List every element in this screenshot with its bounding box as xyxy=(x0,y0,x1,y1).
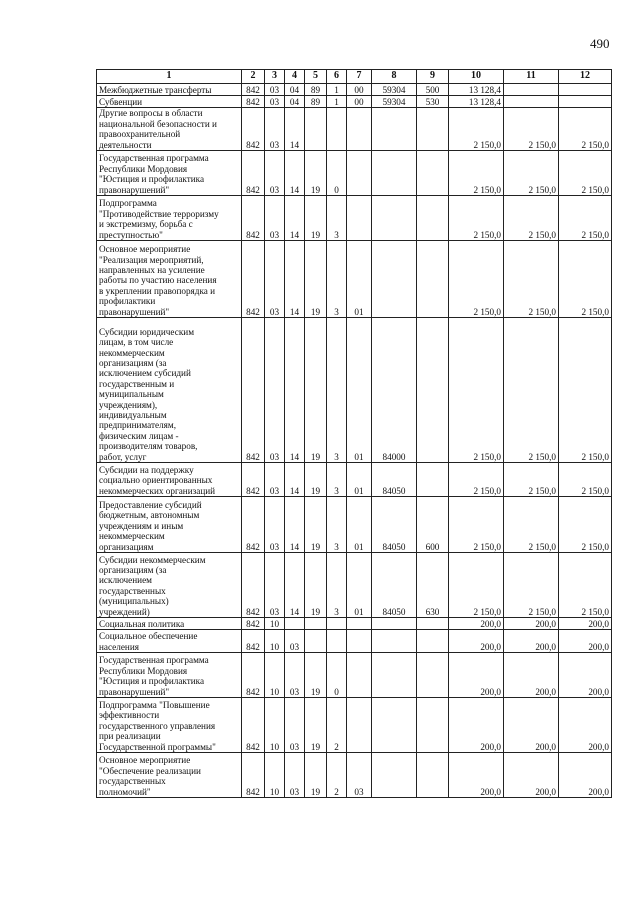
admin-code: 842 xyxy=(242,196,265,241)
admin-code: 842 xyxy=(242,96,265,108)
program-code: 19 xyxy=(305,497,327,553)
direction-code xyxy=(372,196,417,241)
direction-code: 59304 xyxy=(372,84,417,96)
amount-col-10: 2 150,0 xyxy=(449,196,504,241)
amount-col-10: 13 128,4 xyxy=(449,96,504,108)
row-name: Социальное обеспечение населения xyxy=(97,630,242,653)
amount-col-11: 200,0 xyxy=(504,618,559,630)
page-number: 490 xyxy=(590,36,610,51)
subprogram-code: 1 xyxy=(327,96,347,108)
admin-code: 842 xyxy=(242,653,265,698)
subsection-code: 14 xyxy=(285,241,305,318)
activity-code xyxy=(347,698,372,753)
expense-type-code xyxy=(417,151,449,196)
amount-col-12: 2 150,0 xyxy=(559,497,612,553)
amount-col-10: 2 150,0 xyxy=(449,318,504,463)
row-name: Подпрограмма "Повышение эффективности государственного управления при реализации Государственной программы" xyxy=(97,698,242,753)
row-name: Государственная программа Республики Мордовия "Юстиция и профилактика правонарушений" xyxy=(97,653,242,698)
program-code: 19 xyxy=(305,553,327,618)
row-name: Межбюджетные трансферты xyxy=(97,84,242,96)
expense-type-code xyxy=(417,463,449,497)
program-code: 19 xyxy=(305,196,327,241)
amount-col-10: 2 150,0 xyxy=(449,151,504,196)
admin-code: 842 xyxy=(242,241,265,318)
row-name: Основное мероприятие "Реализация мероприятий, направленных на усиление работы по участию населения в укреплении правопорядка и профилактики правонарушений" xyxy=(97,241,242,318)
subsection-code: 14 xyxy=(285,497,305,553)
program-code: 89 xyxy=(305,96,327,108)
subsection-code: 14 xyxy=(285,553,305,618)
table-row xyxy=(97,84,612,96)
section-code: 03 xyxy=(265,196,285,241)
table-row xyxy=(97,630,612,653)
amount-col-11: 2 150,0 xyxy=(504,463,559,497)
activity-code: 01 xyxy=(347,318,372,463)
activity-code: 03 xyxy=(347,753,372,798)
expense-type-code xyxy=(417,698,449,753)
amount-col-12: 200,0 xyxy=(559,653,612,698)
amount-col-10: 13 128,4 xyxy=(449,84,504,96)
amount-col-10: 2 150,0 xyxy=(449,463,504,497)
section-code: 10 xyxy=(265,653,285,698)
amount-col-12: 200,0 xyxy=(559,630,612,653)
table-row xyxy=(97,698,612,753)
row-name: Подпрограмма "Противодействие терроризму и экстремизму, борьба с преступностью" xyxy=(97,196,242,241)
row-name: Предоставление субсидий бюджетным, автономным учреждениям и иным некоммерческим организациям xyxy=(97,497,242,553)
subsection-code: 14 xyxy=(285,108,305,151)
expense-type-code: 500 xyxy=(417,84,449,96)
amount-col-12 xyxy=(559,96,612,108)
section-code: 10 xyxy=(265,618,285,630)
row-name: Субвенции xyxy=(97,96,242,108)
subsection-code: 14 xyxy=(285,151,305,196)
admin-code: 842 xyxy=(242,497,265,553)
admin-code: 842 xyxy=(242,463,265,497)
activity-code xyxy=(347,618,372,630)
column-header-12: 12 xyxy=(559,70,612,84)
program-code xyxy=(305,618,327,630)
subprogram-code xyxy=(327,630,347,653)
table-header-row xyxy=(97,70,612,84)
expense-type-code xyxy=(417,241,449,318)
subsection-code: 14 xyxy=(285,318,305,463)
program-code xyxy=(305,108,327,151)
activity-code xyxy=(347,151,372,196)
activity-code xyxy=(347,653,372,698)
section-code: 03 xyxy=(265,318,285,463)
subsection-code: 04 xyxy=(285,96,305,108)
expense-type-code: 630 xyxy=(417,553,449,618)
table-row xyxy=(97,463,612,497)
admin-code: 842 xyxy=(242,618,265,630)
expense-type-code xyxy=(417,753,449,798)
activity-code xyxy=(347,108,372,151)
direction-code: 84050 xyxy=(372,553,417,618)
column-header-1: 1 xyxy=(97,70,242,84)
table-row xyxy=(97,108,612,151)
program-code: 19 xyxy=(305,241,327,318)
row-name: Субсидии некоммерческим организациям (за исключением государственных (муниципальных) учреждений) xyxy=(97,553,242,618)
program-code xyxy=(305,630,327,653)
subsection-code: 04 xyxy=(285,84,305,96)
subsection-code: 14 xyxy=(285,463,305,497)
subsection-code: 14 xyxy=(285,196,305,241)
subprogram-code: 2 xyxy=(327,753,347,798)
program-code: 19 xyxy=(305,698,327,753)
subprogram-code: 1 xyxy=(327,84,347,96)
section-code: 03 xyxy=(265,151,285,196)
expense-type-code xyxy=(417,318,449,463)
amount-col-12: 200,0 xyxy=(559,618,612,630)
column-header-11: 11 xyxy=(504,70,559,84)
table-row xyxy=(97,618,612,630)
table-body xyxy=(97,84,612,798)
activity-code xyxy=(347,630,372,653)
row-name: Основное мероприятие "Обеспечение реализации государственных полномочий" xyxy=(97,753,242,798)
admin-code: 842 xyxy=(242,318,265,463)
amount-col-11: 2 150,0 xyxy=(504,318,559,463)
column-header-9: 9 xyxy=(417,70,449,84)
table-row xyxy=(97,553,612,618)
row-name: Субсидии юридическим лицам, в том числе некоммерческим организациям (за исключением субсидий государственным и муниципальным учреждениям), индивидуальным предпринимателям, физическим лицам - производителям товаров, работ, услуг xyxy=(97,318,242,463)
subsection-code: 03 xyxy=(285,753,305,798)
program-code: 89 xyxy=(305,84,327,96)
expense-type-code xyxy=(417,630,449,653)
subprogram-code xyxy=(327,618,347,630)
table-row xyxy=(97,196,612,241)
amount-col-10: 200,0 xyxy=(449,753,504,798)
activity-code: 01 xyxy=(347,463,372,497)
amount-col-11 xyxy=(504,84,559,96)
admin-code: 842 xyxy=(242,553,265,618)
row-name: Социальная политика xyxy=(97,618,242,630)
column-header-10: 10 xyxy=(449,70,504,84)
direction-code xyxy=(372,151,417,196)
direction-code: 59304 xyxy=(372,96,417,108)
amount-col-11: 2 150,0 xyxy=(504,241,559,318)
column-header-6: 6 xyxy=(327,70,347,84)
direction-code xyxy=(372,241,417,318)
amount-col-10: 2 150,0 xyxy=(449,241,504,318)
amount-col-12: 2 150,0 xyxy=(559,318,612,463)
section-code: 10 xyxy=(265,698,285,753)
row-name: Другие вопросы в области национальной безопасности и правоохранительной деятельности xyxy=(97,108,242,151)
amount-col-10: 200,0 xyxy=(449,630,504,653)
direction-code xyxy=(372,753,417,798)
admin-code: 842 xyxy=(242,630,265,653)
activity-code: 01 xyxy=(347,553,372,618)
subprogram-code: 3 xyxy=(327,196,347,241)
expense-type-code xyxy=(417,108,449,151)
admin-code: 842 xyxy=(242,108,265,151)
direction-code xyxy=(372,630,417,653)
section-code: 03 xyxy=(265,553,285,618)
amount-col-11 xyxy=(504,96,559,108)
table-row xyxy=(97,753,612,798)
subprogram-code: 3 xyxy=(327,241,347,318)
expense-type-code xyxy=(417,618,449,630)
activity-code: 00 xyxy=(347,96,372,108)
amount-col-10: 2 150,0 xyxy=(449,553,504,618)
table-row xyxy=(97,151,612,196)
amount-col-11: 2 150,0 xyxy=(504,108,559,151)
amount-col-12: 2 150,0 xyxy=(559,553,612,618)
subsection-code: 03 xyxy=(285,653,305,698)
expense-type-code: 600 xyxy=(417,497,449,553)
amount-col-11: 2 150,0 xyxy=(504,497,559,553)
column-header-2: 2 xyxy=(242,70,265,84)
expense-type-code xyxy=(417,196,449,241)
section-code: 03 xyxy=(265,108,285,151)
row-name: Государственная программа Республики Мордовия "Юстиция и профилактика правонарушений" xyxy=(97,151,242,196)
amount-col-12: 2 150,0 xyxy=(559,108,612,151)
amount-col-12: 2 150,0 xyxy=(559,241,612,318)
amount-col-12: 200,0 xyxy=(559,698,612,753)
direction-code: 84050 xyxy=(372,497,417,553)
subprogram-code: 2 xyxy=(327,698,347,753)
section-code: 03 xyxy=(265,96,285,108)
budget-table xyxy=(96,69,612,798)
section-code: 10 xyxy=(265,753,285,798)
amount-col-11: 200,0 xyxy=(504,753,559,798)
program-code: 19 xyxy=(305,753,327,798)
row-name: Субсидии на поддержку социально ориентированных некоммерческих организаций xyxy=(97,463,242,497)
expense-type-code xyxy=(417,653,449,698)
subsection-code: 03 xyxy=(285,698,305,753)
direction-code: 84050 xyxy=(372,463,417,497)
amount-col-10: 200,0 xyxy=(449,698,504,753)
amount-col-10: 200,0 xyxy=(449,653,504,698)
column-header-8: 8 xyxy=(372,70,417,84)
program-code: 19 xyxy=(305,318,327,463)
table-row xyxy=(97,241,612,318)
section-code: 03 xyxy=(265,241,285,318)
amount-col-10: 2 150,0 xyxy=(449,497,504,553)
subprogram-code: 3 xyxy=(327,318,347,463)
amount-col-10: 200,0 xyxy=(449,618,504,630)
subprogram-code: 3 xyxy=(327,497,347,553)
table-row xyxy=(97,653,612,698)
section-code: 03 xyxy=(265,463,285,497)
table-row xyxy=(97,318,612,463)
subprogram-code: 3 xyxy=(327,463,347,497)
table-row xyxy=(97,96,612,108)
direction-code: 84000 xyxy=(372,318,417,463)
admin-code: 842 xyxy=(242,698,265,753)
admin-code: 842 xyxy=(242,151,265,196)
amount-col-11: 200,0 xyxy=(504,698,559,753)
column-header-3: 3 xyxy=(265,70,285,84)
subprogram-code: 0 xyxy=(327,653,347,698)
amount-col-11: 200,0 xyxy=(504,653,559,698)
amount-col-11: 200,0 xyxy=(504,630,559,653)
amount-col-12: 2 150,0 xyxy=(559,151,612,196)
amount-col-11: 2 150,0 xyxy=(504,196,559,241)
amount-col-11: 2 150,0 xyxy=(504,553,559,618)
direction-code xyxy=(372,698,417,753)
subsection-code: 03 xyxy=(285,630,305,653)
amount-col-11: 2 150,0 xyxy=(504,151,559,196)
program-code: 19 xyxy=(305,653,327,698)
amount-col-12: 200,0 xyxy=(559,753,612,798)
admin-code: 842 xyxy=(242,753,265,798)
direction-code xyxy=(372,108,417,151)
table-row xyxy=(97,497,612,553)
column-header-5: 5 xyxy=(305,70,327,84)
program-code: 19 xyxy=(305,463,327,497)
subsection-code xyxy=(285,618,305,630)
subprogram-code xyxy=(327,108,347,151)
amount-col-10: 2 150,0 xyxy=(449,108,504,151)
direction-code xyxy=(372,618,417,630)
column-header-4: 4 xyxy=(285,70,305,84)
expense-type-code: 530 xyxy=(417,96,449,108)
column-header-7: 7 xyxy=(347,70,372,84)
program-code: 19 xyxy=(305,151,327,196)
activity-code: 01 xyxy=(347,497,372,553)
section-code: 10 xyxy=(265,630,285,653)
amount-col-12: 2 150,0 xyxy=(559,463,612,497)
subprogram-code: 0 xyxy=(327,151,347,196)
activity-code: 01 xyxy=(347,241,372,318)
activity-code: 00 xyxy=(347,84,372,96)
section-code: 03 xyxy=(265,497,285,553)
amount-col-12 xyxy=(559,84,612,96)
section-code: 03 xyxy=(265,84,285,96)
amount-col-12: 2 150,0 xyxy=(559,196,612,241)
direction-code xyxy=(372,653,417,698)
admin-code: 842 xyxy=(242,84,265,96)
activity-code xyxy=(347,196,372,241)
subprogram-code: 3 xyxy=(327,553,347,618)
